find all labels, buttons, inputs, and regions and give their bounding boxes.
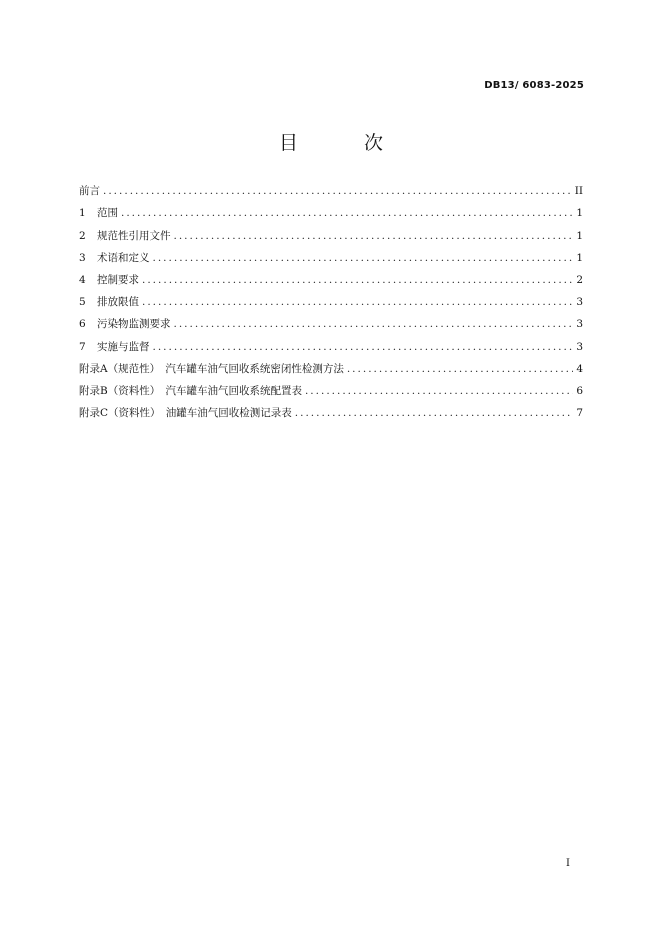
toc-entry[interactable] (79, 265, 583, 287)
toc-dot-leader (142, 295, 573, 309)
page-number: I (566, 858, 570, 869)
toc-entry-page: 3 (576, 296, 583, 309)
toc-entry[interactable] (79, 309, 583, 331)
toc-entry[interactable] (79, 198, 583, 220)
toc-entry-page: 7 (576, 407, 583, 420)
toc-entry-page: 2 (576, 273, 583, 286)
toc-entry-label: 术语和定义 (97, 251, 150, 264)
toc-entry-number: 1 (79, 207, 86, 220)
toc-entry-number: 5 (79, 296, 86, 309)
toc-entry-page: 1 (576, 207, 583, 220)
toc-dot-leader (295, 406, 574, 420)
toc-entry-page: II (574, 185, 583, 198)
toc-entry-label: 附录C（资料性） 油罐车油气回收检测记录表 (79, 407, 292, 420)
toc-entry-label: 排放限值 (97, 296, 139, 309)
toc-entry-label: 范围 (97, 207, 118, 220)
toc-entry[interactable] (79, 176, 583, 198)
toc-dot-leader (305, 384, 573, 398)
toc-entry-label: 控制要求 (97, 273, 139, 286)
toc-entry-number: 4 (79, 273, 86, 286)
toc-entry-label: 附录A（规范性） 汽车罐车油气回收系统密闭性检测方法 (79, 362, 344, 375)
toc-dot-leader (174, 229, 574, 243)
toc-entry-page: 1 (576, 251, 583, 264)
toc-entry[interactable] (79, 220, 583, 242)
toc-entry-label: 附录B（资料性） 汽车罐车油气回收系统配置表 (79, 384, 302, 397)
document-code: DB13/ 6083-2025 (484, 80, 584, 91)
toc-entry[interactable] (79, 354, 583, 376)
toc-entry-label: 规范性引用文件 (97, 229, 171, 242)
toc-dot-leader (142, 273, 573, 287)
toc-entry[interactable] (79, 376, 583, 398)
table-of-contents (79, 176, 583, 420)
toc-entry-number: 3 (79, 251, 86, 264)
toc-entry-number: 7 (79, 340, 86, 353)
toc-dot-leader (121, 206, 573, 220)
toc-entry-label: 实施与监督 (97, 340, 150, 353)
toc-dot-leader (174, 317, 574, 331)
toc-entry-number: 6 (79, 318, 86, 331)
toc-entry-page: 6 (576, 384, 583, 397)
toc-entry-number: 2 (79, 229, 86, 242)
toc-entry-page: 1 (576, 229, 583, 242)
toc-entry[interactable] (79, 398, 583, 420)
toc-entry[interactable] (79, 243, 583, 265)
toc-dot-leader (347, 362, 573, 376)
toc-entry-label: 前言 (79, 185, 100, 198)
toc-dot-leader (153, 251, 574, 265)
toc-dot-leader (153, 340, 574, 354)
toc-entry-label: 污染物监测要求 (97, 318, 171, 331)
page-title: 目 次 (278, 132, 414, 154)
toc-entry-page: 3 (576, 340, 583, 353)
toc-dot-leader (103, 184, 572, 198)
toc-entry[interactable] (79, 331, 583, 353)
toc-entry[interactable] (79, 287, 583, 309)
toc-entry-page: 4 (576, 362, 583, 375)
toc-entry-page: 3 (576, 318, 583, 331)
